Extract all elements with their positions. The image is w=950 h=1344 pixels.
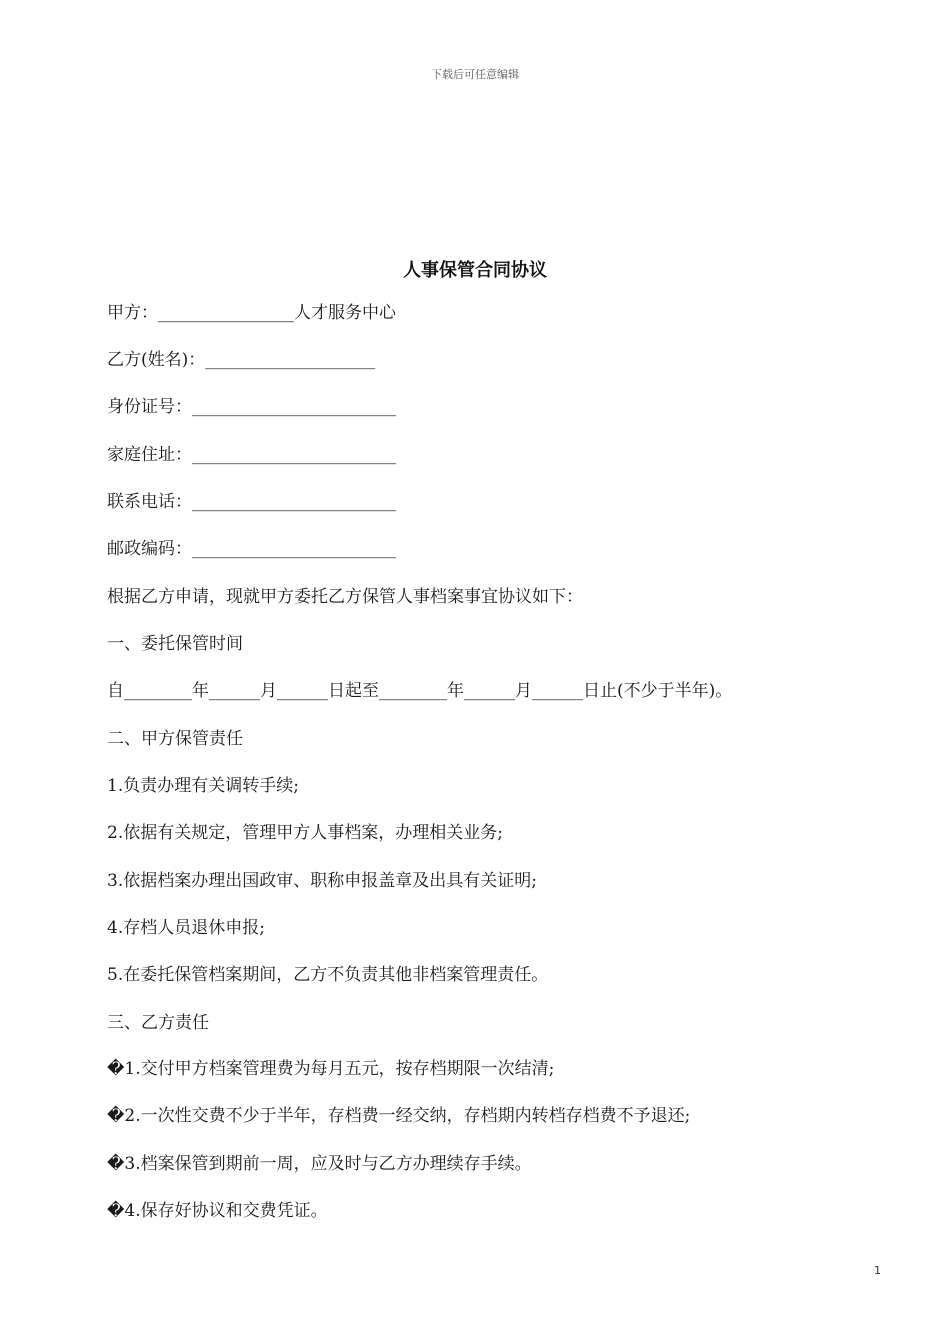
- section-2-item: 1.负责办理有关调转手续;: [107, 776, 299, 796]
- home-address-field: 家庭住址：________________________: [107, 445, 396, 465]
- section-3-item: �2.一次性交费不少于半年，存档费一经交纳，存档期内转档存档费不予退还;: [107, 1106, 691, 1126]
- section-3-item: �1.交付甲方档案管理费为每月五元，按存档期限一次结清;: [107, 1059, 555, 1079]
- postcode-field: 邮政编码：________________________: [107, 539, 396, 559]
- section-2-item: 2.依据有关规定，管理甲方人事档案，办理相关业务;: [107, 823, 503, 843]
- section-1-heading: 一、委托保管时间: [107, 634, 243, 654]
- id-number-field: 身份证号：________________________: [107, 397, 396, 417]
- section-3-heading: 三、乙方责任: [107, 1013, 209, 1033]
- section-1-text: 自________年______月______日起至________年______月______日止(不少于半年)。: [107, 681, 733, 701]
- section-2-item: 3.依据档案办理出国政审、职称申报盖章及出具有关证明;: [107, 871, 537, 891]
- phone-field: 联系电话：________________________: [107, 492, 396, 512]
- document-title: 人事保管合同协议: [403, 260, 547, 281]
- section-3-item: �3.档案保管到期前一周，应及时与乙方办理续存手续。: [107, 1154, 532, 1174]
- section-2-item: 5.在委托保管档案期间，乙方不负责其他非档案管理责任。: [107, 965, 549, 985]
- intro-paragraph: 根据乙方申请，现就甲方委托乙方保管人事档案事宜协议如下：: [107, 587, 583, 607]
- party-a-field: 甲方：________________人才服务中心: [107, 303, 396, 323]
- page-number: 1: [874, 1264, 881, 1277]
- party-b-field: 乙方(姓名)：____________________: [107, 350, 376, 370]
- section-2-heading: 二、甲方保管责任: [107, 729, 243, 749]
- header-note: 下载后可任意编辑: [431, 68, 519, 81]
- section-3-item: �4.保存好协议和交费凭证。: [107, 1201, 328, 1221]
- section-2-item: 4.存档人员退休申报;: [107, 918, 265, 938]
